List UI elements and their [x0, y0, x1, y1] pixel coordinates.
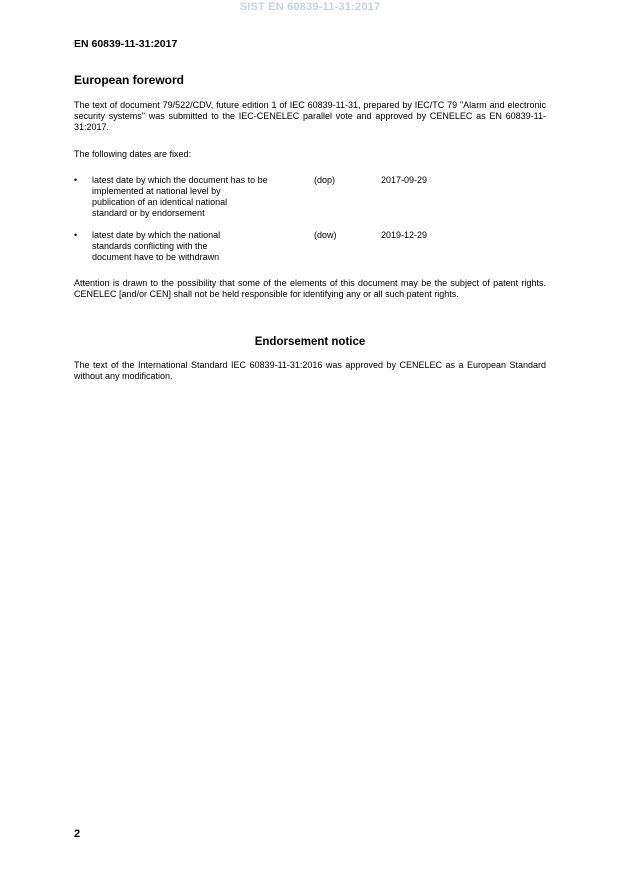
document-reference: EN 60839-11-31:2017 [74, 38, 178, 50]
foreword-heading: European foreword [74, 73, 185, 87]
endorsement-heading: Endorsement notice [254, 336, 366, 348]
foreword-intro-paragraph: The text of document 79/522/CDV, future edition 1 of IEC 60839-11-31, prepared by IEC/TC 79 "Alarm and electronic security systems" was submitted to the IEC-CENELEC parallel vote and approved by CENELEC as EN 60839-11-31:2017. [74, 100, 546, 132]
text-line: latest date by which the national [92, 230, 221, 240]
endorsement-paragraph: The text of the International Standard IEC 60839-11-31:2016 was approved by CENELEC as a European Standard without any modification. [74, 360, 546, 381]
list-item-dop [74, 175, 546, 219]
date-code: (dow) [314, 230, 337, 240]
text-line: implemented at national level by [92, 186, 221, 196]
patent-attention-paragraph: Attention is drawn to the possibility that some of the elements of this document may be the subject of patent rights. CENELEC [and/or CEN] shall not be held responsible for identifying any or all such patent rights. [74, 278, 546, 299]
text-line: standard or by endorsement [92, 208, 205, 218]
page-number: 2 [74, 828, 81, 840]
text-line: publication of an identical national [92, 197, 228, 207]
date-value: 2017-09-29 [381, 175, 428, 185]
list-item-dow [74, 230, 546, 263]
bullet-icon: • [74, 175, 78, 185]
text-line: document have to be withdrawn [92, 252, 220, 262]
list-item-text [92, 175, 314, 219]
dates-intro-paragraph: The following dates are fixed: [74, 149, 192, 159]
text-line: latest date by which the document has to be [92, 175, 268, 185]
date-code: (dop) [314, 175, 336, 185]
dates-list [74, 175, 546, 263]
text-line: standards conflicting with the [92, 241, 208, 251]
date-value: 2019-12-29 [381, 230, 428, 240]
list-item-text [92, 230, 314, 263]
watermark: SIST EN 60839-11-31:2017 [239, 1, 381, 13]
bullet-icon: • [74, 230, 78, 240]
